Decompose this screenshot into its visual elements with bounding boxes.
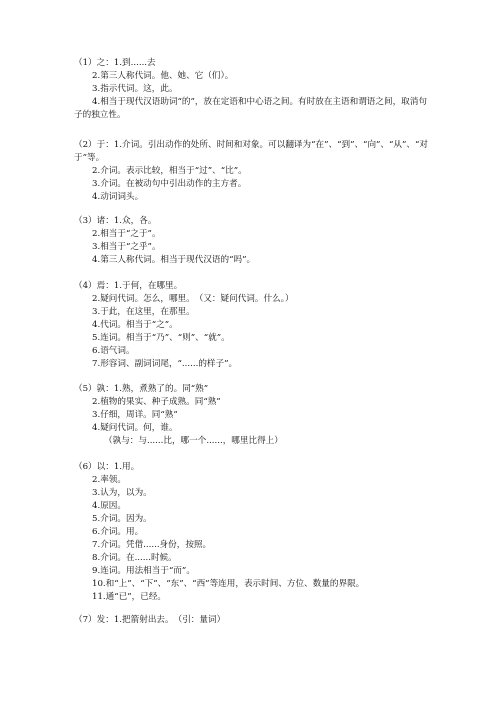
definition-line: 9.连词。用法相当于“而”。 <box>92 566 195 576</box>
definition-line: 7.介词。凭借......身份，按照。 <box>92 540 212 550</box>
definition-line: 3.认为，以为。 <box>92 488 152 498</box>
entry-heading: （4）焉：1.于何，在哪里。 <box>74 281 183 291</box>
usage-note: （孰与：与......比，哪一个......，哪里比得上） <box>104 436 283 446</box>
entry-yan <box>74 280 434 371</box>
definition-line: 3.指示代词。这，此。 <box>92 84 178 94</box>
definition-line: 3.于此，在这里，在那里。 <box>92 307 195 317</box>
definition-line: 2.第三人称代词。他、她、它（们）。 <box>92 71 234 81</box>
entry-heading: （7）发：1.把箭射出去。 （引：量词） <box>74 615 226 625</box>
entry-zhu <box>74 215 434 267</box>
entry-shu <box>74 383 434 448</box>
definition-line: 6.介词。用。 <box>92 527 144 537</box>
definition-line: 4.代词。相当于“之”。 <box>92 320 178 330</box>
definition-line: 4.原因。 <box>92 501 126 511</box>
definition-line: 5.介词。因为。 <box>92 514 152 524</box>
entry-heading: （6）以：1.用。 <box>74 462 140 472</box>
entry-heading: （2）于：1.介词。引出动作的处所、时间和对象。可以翻译为“在”、“到”、“向”、“从”、“对于”等。 <box>74 140 428 163</box>
definition-line: 2.植物的果实、种子成熟。同“熟” <box>92 397 221 407</box>
definition-line: 3.仔细，周详。同“熟” <box>92 410 178 420</box>
definition-line: 6.语气词。 <box>92 346 135 356</box>
entry-fa <box>74 614 434 627</box>
definition-line: 2.率领。 <box>92 475 126 485</box>
definition-line: 11.通“已”，已经。 <box>92 592 167 602</box>
entry-heading: （5）孰：1.熟，煮熟了的。同“熟” <box>74 384 209 394</box>
definition-line: 10.和“上”、“下”、“东”、“西”等连用，表示时间、方位、数量的界限。 <box>92 579 365 589</box>
definition-line: 2.介词。表示比较，相当于“过”、“比”。 <box>92 166 247 176</box>
definition-line: 4.第三人称代词。相当于现代汉语的“吗”。 <box>92 255 256 265</box>
entry-zhi <box>74 57 434 122</box>
entry-heading: （3）诸：1.众，各。 <box>74 216 157 226</box>
definition-line: 8.介词。在......时候。 <box>92 553 177 563</box>
definition-line: 3.介词。在被动句中引出动作的主方者。 <box>92 179 247 189</box>
entry-yu <box>74 139 434 204</box>
definition-line: 4.疑问代词。何，谁。 <box>92 423 178 433</box>
definition-line: 5.连词。相当于“乃”、“则”、“就”。 <box>92 333 230 343</box>
definition-line: 2.疑问代词。怎么，哪里。 （又：疑问代词。什么。） <box>92 294 294 304</box>
definition-line: 3.相当于“之乎”。 <box>92 242 161 252</box>
entry-yi <box>74 461 434 604</box>
definition-line: 4.动词词头。 <box>92 192 144 202</box>
entry-heading: （1）之：1.到......去 <box>74 58 156 68</box>
definition-line: 7.形容词、副词词尾，“......的样子”。 <box>92 359 238 369</box>
definition-line: 2.相当于“之于”。 <box>92 229 161 239</box>
definition-line: 4.相当于现代汉语助词“的”，放在定语和中心语之间。有时放在主语和谓语之间，取消句子的独立性。 <box>74 97 427 120</box>
